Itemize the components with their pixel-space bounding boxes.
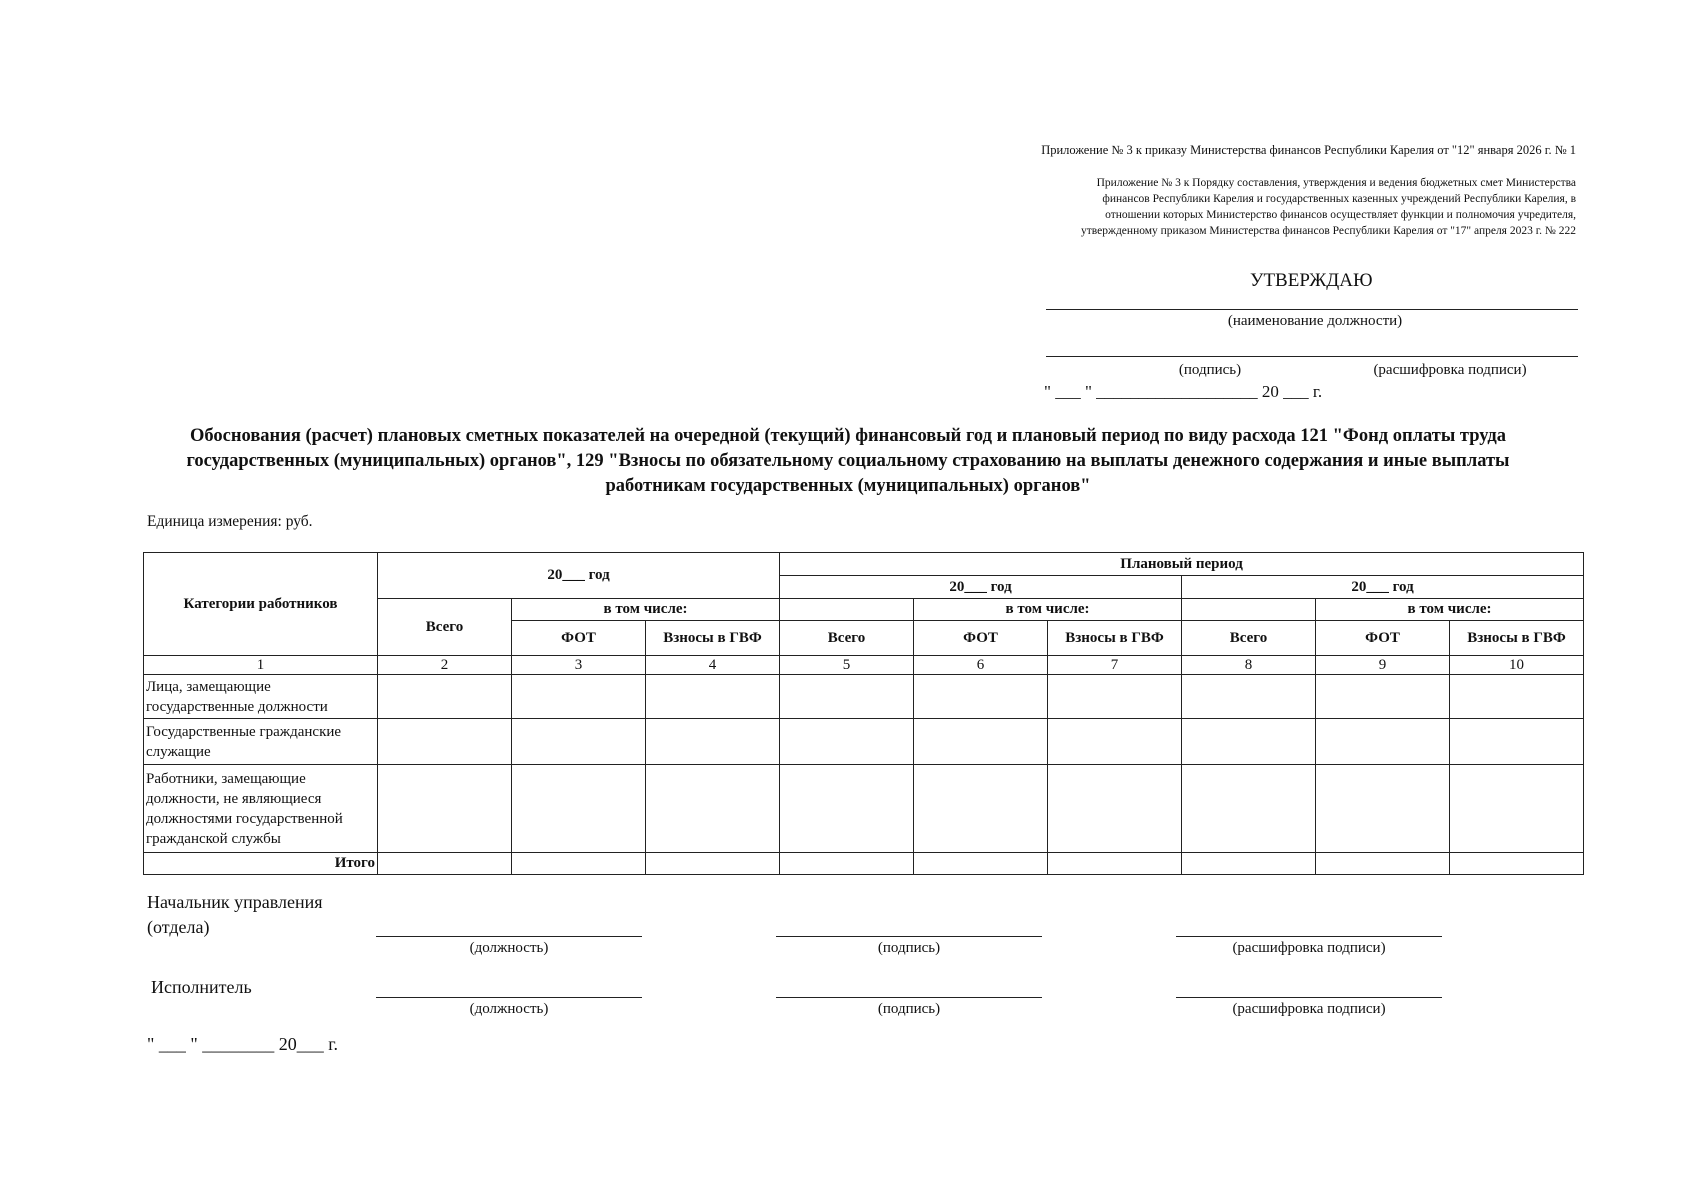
contributions-header-col4: Взносы в ГВФ — [646, 621, 780, 656]
value-cell[interactable] — [378, 853, 512, 875]
blank-header-cell — [780, 599, 914, 621]
document-title: Обоснования (расчет) плановых сметных показателей на очередной (текущий) финансовый год и плановый период по виду расхода 121 "Фонд оплаты труда государственных (муниципальных) органов", 129 "Взносы по обязательному социальному страхованию на выплаты денежного содержания и иные выплаты работникам государственных (муниципальных) органов" — [186, 426, 1510, 496]
value-cell[interactable] — [914, 765, 1048, 853]
column-number: 6 — [914, 656, 1048, 675]
fot-header-col3: ФОТ — [512, 621, 646, 656]
value-cell[interactable] — [1450, 675, 1584, 719]
value-cell[interactable] — [1316, 719, 1450, 765]
value-cell[interactable] — [1182, 765, 1316, 853]
appendix-order-note: Приложение № 3 к приказу Министерства финансов Республики Карелия от "12" января 2026 г. № 1 — [1041, 143, 1576, 157]
planning-year-1-header: 20___ год — [780, 576, 1182, 599]
value-cell[interactable] — [378, 675, 512, 719]
including-header-year1: в том числе: — [914, 599, 1182, 621]
approval-heading: УТВЕРЖДАЮ — [1250, 270, 1373, 291]
row-label-state-positions: Лица, замещающие государственные должности — [144, 675, 378, 719]
calculation-table — [143, 552, 1584, 875]
value-cell[interactable] — [1048, 675, 1182, 719]
total-row — [144, 853, 1584, 875]
head-decoding-line — [1176, 936, 1442, 937]
column-number: 2 — [378, 656, 512, 675]
value-cell[interactable] — [1048, 765, 1182, 853]
value-cell[interactable] — [512, 719, 646, 765]
unit-of-measure: Единица измерения: руб. — [147, 513, 313, 530]
head-position-line — [376, 936, 642, 937]
total-row-label: Итого — [144, 853, 378, 875]
executor-position-line — [376, 997, 642, 998]
value-cell[interactable] — [780, 675, 914, 719]
appendix-procedure-note: Приложение № 3 к Порядку составления, утверждения и ведения бюджетных смет Министерства финансов Республики Карелия и государственных казенных учреждений Республики Карелия, в отношении которых Министерство финансов осуществляет функции и полномочия учредителя, утвержденному приказом Министерства финансов Республики Карелия от "17" апреля 2023 г. № 222 — [1081, 177, 1576, 237]
planning-year-2-header: 20___ год — [1182, 576, 1584, 599]
value-cell[interactable] — [1450, 765, 1584, 853]
value-cell[interactable] — [512, 675, 646, 719]
value-cell[interactable] — [512, 853, 646, 875]
value-cell[interactable] — [780, 765, 914, 853]
including-header-current: в том числе: — [512, 599, 780, 621]
fot-header-col6: ФОТ — [914, 621, 1048, 656]
blank-header-cell — [1182, 599, 1316, 621]
value-cell[interactable] — [1182, 853, 1316, 875]
value-cell[interactable] — [1316, 853, 1450, 875]
column-number: 7 — [1048, 656, 1182, 675]
head-position-caption: (должность) — [469, 940, 549, 956]
value-cell[interactable] — [646, 853, 780, 875]
approval-date-line: " ___ " ___________________ 20 ___ г. — [1044, 382, 1323, 401]
value-cell[interactable] — [1048, 853, 1182, 875]
value-cell[interactable] — [780, 719, 914, 765]
value-cell[interactable] — [646, 765, 780, 853]
executor-signature-caption: (подпись) — [877, 1001, 941, 1017]
executor-decoding-line — [1176, 997, 1442, 998]
executor-signature-line — [776, 997, 1042, 998]
approval-decoding-caption: (расшифровка подписи) — [1373, 362, 1527, 378]
executor-decoding-caption: (расшифровка подписи) — [1232, 1001, 1386, 1017]
contributions-header-col10: Взносы в ГВФ — [1450, 621, 1584, 656]
value-cell[interactable] — [914, 853, 1048, 875]
total-header-col2: Всего — [378, 599, 512, 656]
value-cell[interactable] — [914, 675, 1048, 719]
approval-signature-caption: (подпись) — [1178, 362, 1242, 378]
value-cell[interactable] — [1048, 719, 1182, 765]
current-year-header: 20___ год — [378, 553, 780, 599]
total-header-col8: Всего — [1182, 621, 1316, 656]
head-signature-line — [776, 936, 1042, 937]
planning-period-header: Плановый период — [780, 553, 1584, 576]
fot-header-col9: ФОТ — [1316, 621, 1450, 656]
including-header-year2: в том числе: — [1316, 599, 1584, 621]
column-number: 5 — [780, 656, 914, 675]
value-cell[interactable] — [646, 675, 780, 719]
executor-position-caption: (должность) — [469, 1001, 549, 1017]
column-number: 3 — [512, 656, 646, 675]
category-header: Категории работников — [144, 553, 378, 656]
value-cell[interactable] — [1450, 719, 1584, 765]
column-number: 4 — [646, 656, 780, 675]
value-cell[interactable] — [1316, 675, 1450, 719]
value-cell[interactable] — [780, 853, 914, 875]
executor-label: Исполнитель — [151, 977, 252, 997]
row-label-civil-servants: Государственные гражданские служащие — [144, 719, 378, 765]
value-cell[interactable] — [1182, 719, 1316, 765]
document-date-line: " ___ " ________ 20___ г. — [147, 1034, 339, 1054]
value-cell[interactable] — [378, 765, 512, 853]
head-of-department-label: Начальник управления (отдела) — [147, 892, 323, 937]
column-number: 10 — [1450, 656, 1584, 675]
head-decoding-caption: (расшифровка подписи) — [1232, 940, 1386, 956]
value-cell[interactable] — [646, 719, 780, 765]
approval-signature-line — [1046, 356, 1578, 357]
total-header-col5: Всего — [780, 621, 914, 656]
column-number: 8 — [1182, 656, 1316, 675]
value-cell[interactable] — [1450, 853, 1584, 875]
table-row — [144, 675, 1584, 719]
row-label-other-workers: Работники, замещающие должности, не являющиеся должностями государственной гражданской службы — [144, 765, 378, 853]
head-signature-caption: (подпись) — [877, 940, 941, 956]
value-cell[interactable] — [914, 719, 1048, 765]
column-number: 9 — [1316, 656, 1450, 675]
table-row — [144, 719, 1584, 765]
value-cell[interactable] — [378, 719, 512, 765]
table-row — [144, 765, 1584, 853]
value-cell[interactable] — [1316, 765, 1450, 853]
approval-position-caption: (наименование должности) — [1227, 313, 1403, 329]
contributions-header-col7: Взносы в ГВФ — [1048, 621, 1182, 656]
column-number: 1 — [144, 656, 378, 675]
approval-position-line — [1046, 309, 1578, 310]
value-cell[interactable] — [512, 765, 646, 853]
value-cell[interactable] — [1182, 675, 1316, 719]
column-number-row — [144, 656, 1584, 675]
